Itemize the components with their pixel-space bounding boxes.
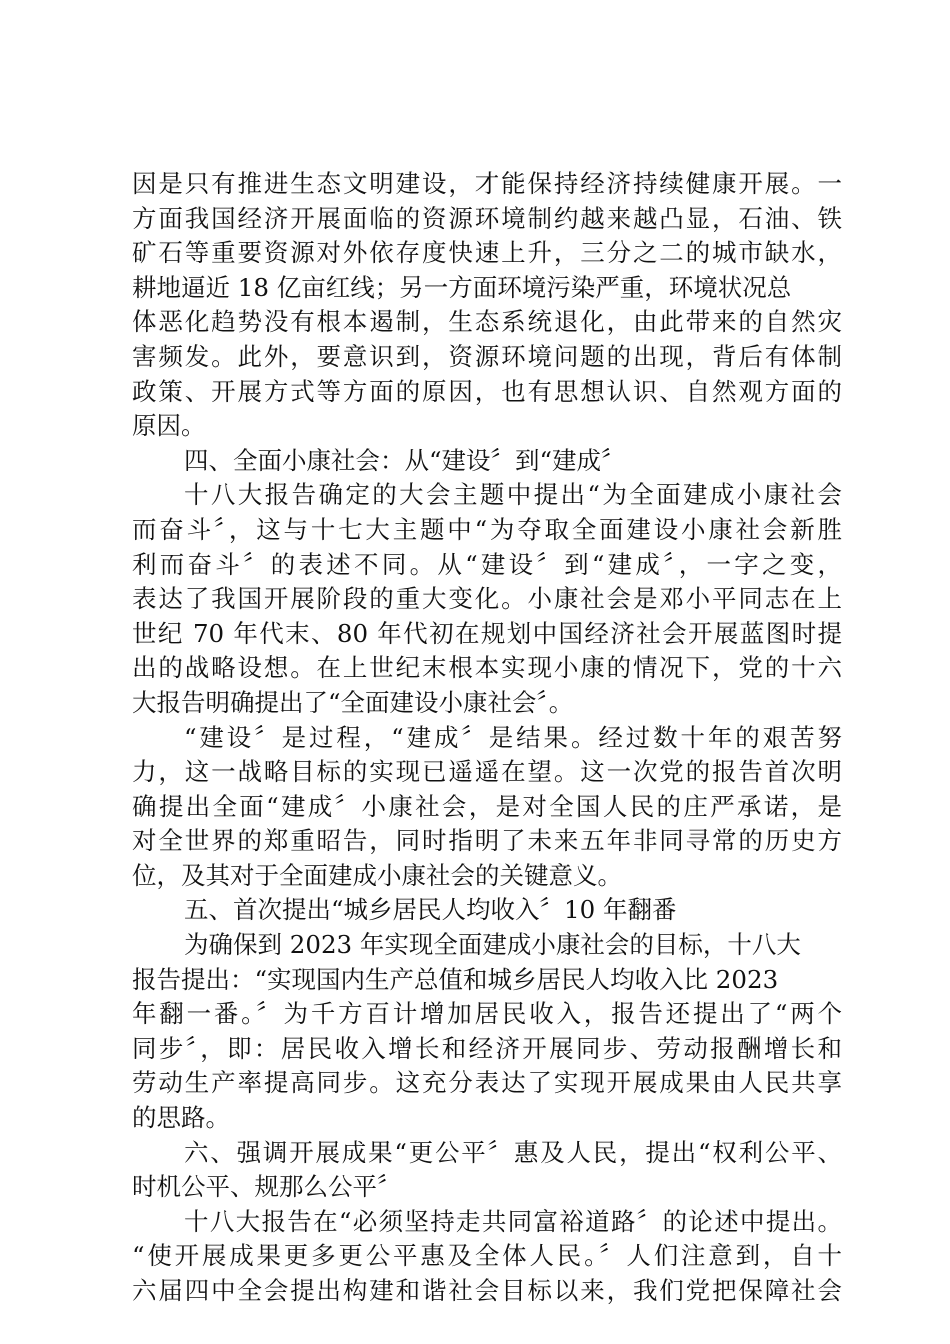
text-line: 而奋斗〞，这与十七大主题中“为夺取全面建设小康社会新胜 [132,514,842,544]
text-line: 表达了我国开展阶段的重大变化。小康社会是邓小平同志在上 [132,584,842,614]
text-line: 的思路。 [132,1103,230,1133]
text-line: 同步〞，即：居民收入增长和经济开展同步、劳动报酬增长和 [132,1033,842,1063]
text-line: 劳动生产率提高同步。这充分表达了实现开展成果由人民共享 [132,1068,842,1098]
text-line: 体恶化趋势没有根本遏制，生态系统退化，由此带来的自然灾 [132,307,842,337]
body-text [132,167,842,1309]
text-line: 原因。 [132,411,206,441]
text-line: “建设〞是过程，“建成〞是结果。经过数十年的艰苦努 [184,722,842,752]
text-line: 方面我国经济开展面临的资源环境制约越来越凸显，石油、铁 [132,203,842,233]
text-line: 五、首次提出“城乡居民人均收入〞10 年翻番 [184,895,677,925]
text-line: 世纪 70 年代末、80 年代初在规划中国经济社会开展蓝图时提 [132,618,842,648]
text-line: 耕地逼近 18 亿亩红线；另一方面环境污染严重，环境状况总 [132,272,792,302]
text-line: 十八大报告确定的大会主题中提出“为全面建成小康社会 [184,480,842,510]
text-line: 十八大报告在“必须坚持走共同富裕道路〞的论述中提出。 [184,1206,842,1236]
text-line: 害频发。此外，要意识到，资源环境问题的出现，背后有体制 [132,341,842,371]
text-line: 利而奋斗〞的表述不同。从“建设〞到“建成〞，一字之变， [132,549,842,579]
text-line: 对全世界的郑重昭告，同时指明了未来五年非同寻常的历史方 [132,826,842,856]
text-line: 力，这一战略目标的实现已遥遥在望。这一次党的报告首次明 [132,757,842,787]
text-line: 政策、开展方式等方面的原因，也有思想认识、自然观方面的 [132,376,842,406]
text-line: 为确保到 2023 年实现全面建成小康社会的目标，十八大 [184,930,801,960]
text-line: 六、强调开展成果“更公平〞惠及人民，提出“权利公平、 [184,1137,842,1167]
text-line: 报告提出：“实现国内生产总值和城乡居民人均收入比 2023 [132,964,779,994]
text-line: “使开展成果更多更公平惠及全体人民。〞人们注意到，自十 [132,1241,842,1271]
text-line: 大报告明确提出了“全面建设小康社会〞。 [132,687,574,717]
text-line: 矿石等重要资源对外依存度快速上升，三分之二的城市缺水， [132,238,842,268]
text-line: 出的战略设想。在上世纪末根本实现小康的情况下，党的十六 [132,653,842,683]
text-line: 时机公平、规那么公平〞 [132,1172,402,1202]
text-line: 位，及其对于全面建成小康社会的关键意义。 [132,860,622,890]
text-line: 确提出全面“建成〞小康社会，是对全国人民的庄严承诺，是 [132,791,842,821]
text-line: 年翻一番。〞为千方百计增加居民收入，报告还提出了“两个 [132,999,842,1029]
text-line: 四、全面小康社会：从“建设〞到“建成〞 [184,445,626,475]
text-line: 六届四中全会提出构建和谐社会目标以来，我们党把保障社会 [132,1276,842,1305]
text-line: 因是只有推进生态文明建设，才能保持经济持续健康开展。一 [132,169,842,198]
